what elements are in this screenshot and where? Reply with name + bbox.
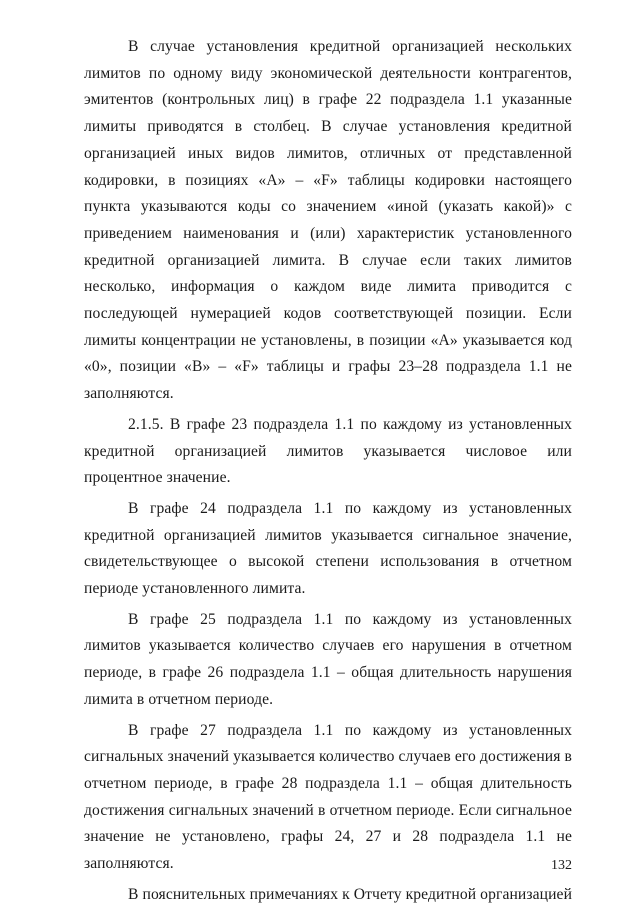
- paragraph-explanatory-notes: В пояснительных примечаниях к Отчету кредитной организацией: [128, 885, 573, 903]
- page-number: 132: [551, 858, 572, 873]
- paragraph-column-24: В графе 24 подраздела 1.1 по каждому из установленных кредитной организацией лимитов указывается сигнальное значение, свидетельствующее о высокой степени использования в отчетном периоде установленного лимита.: [84, 499, 572, 598]
- document-page: [84, 34, 572, 909]
- paragraph-column-25-26: В графе 25 подраздела 1.1 по каждому из установленных лимитов указывается количество случаев его нарушения в отчетном периоде, в графе 26 подраздела 1.1 – общая длительность нарушения лимита в отчетном периоде.: [84, 610, 572, 708]
- paragraph-2-1-5: 2.1.5. В графе 23 подраздела 1.1 по каждому из установленных кредитной организацией лимитов указывается числовое или процентное значение.: [84, 415, 572, 487]
- paragraph-multiple-limits: В случае установления кредитной организацией нескольких лимитов по одному виду экономической деятельности контрагентов, эмитентов (контрольных лиц) в графе 22 подраздела 1.1 указанные лимиты приводятся в столбец. В случае установления кредитной организацией иных видов лимитов, отличных от представленной кодировки, в позициях «А» – «F» таблицы кодировки настоящего пункта указываются коды со значением «иной (указать какой)» с приведением наименования и (или) характеристик установленного кредитной организацией лимита. В случае если таких лимитов несколько, информация о каждом виде лимита приводится с последующей нумерацией кодов соответствующей позиции. Если лимиты концентрации не установлены, в позиции «А» указывается код «0», позиции «B» – «F» таблицы и графы 23–28 подраздела 1.1 не заполняются.: [84, 38, 572, 403]
- paragraph-column-27-28: В графе 27 подраздела 1.1 по каждому из установленных сигнальных значений указывается количество случаев его достижения в отчетном периоде, в графе 28 подраздела 1.1 – общая длительность достижения сигнальных значений в отчетном периоде. Если сигнальное значение не установлено, графы 24, 27 и 28 подраздела 1.1 не заполняются.: [84, 721, 572, 873]
